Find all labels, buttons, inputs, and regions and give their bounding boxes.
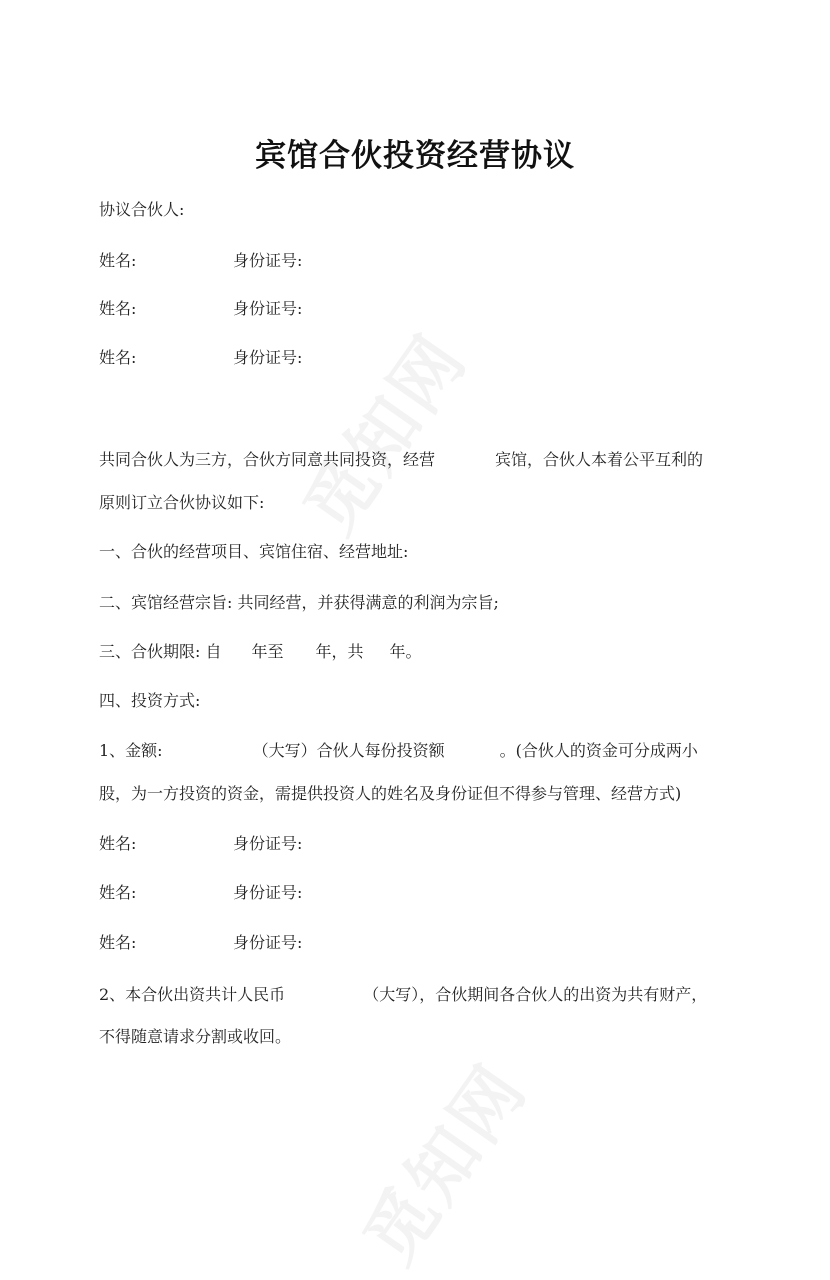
clause-3-part-c: 年，共 (315, 642, 364, 661)
partner-2-name-label: 姓名: (99, 299, 137, 318)
partner-2-id-label: 身份证号: (233, 299, 303, 318)
clause-2: 二、宾馆经营宗旨: 共同经营，并获得满意的利润为宗旨; (99, 593, 499, 612)
partner-3-id-label: 身份证号: (233, 348, 303, 367)
item-1-part-b: （大写）合伙人每份投资额 (252, 741, 445, 760)
investor-1-id-label: 身份证号: (233, 834, 303, 853)
intro-part-1: 共同合伙人为三方，合伙方同意共同投资，经营 (99, 450, 436, 469)
clause-3 (99, 641, 422, 663)
item-1-line-2: 股，为一方投资的资金，需提供投资人的姓名及身份证但不得参与管理、经营方式) (99, 784, 682, 803)
clause-3-part-d: 年。 (389, 642, 422, 661)
partner-1-name-label: 姓名: (99, 251, 137, 270)
investor-3-name-label: 姓名: (99, 933, 137, 952)
investor-2-name-label: 姓名: (99, 883, 137, 902)
watermark-bottom (336, 1041, 546, 1280)
item-1-line-1 (99, 740, 698, 762)
investor-2-id-label: 身份证号: (233, 883, 303, 902)
partner-1-id-label: 身份证号: (233, 251, 303, 270)
item-1-part-a: 1、金额: (99, 741, 163, 760)
intro-part-2: 宾馆，合伙人本着公平互利的 (495, 450, 704, 469)
intro-paragraph-line-2: 原则订立合伙协议如下: (99, 493, 265, 512)
watermark (276, 311, 486, 551)
item-2-line-1 (99, 984, 707, 1006)
clause-4: 四、投资方式: (99, 691, 201, 710)
item-1-part-c: 。(合伙人的资金可分成两小 (499, 741, 698, 760)
clause-3-part-a: 三、合伙期限: 自 (99, 642, 222, 661)
clause-3-part-b: 年至 (251, 642, 284, 661)
document-title: 宾馆合伙投资经营协议 (255, 138, 575, 174)
item-2-part-a: 2、本合伙出资共计人民币 (99, 985, 286, 1004)
clause-1: 一、合伙的经营项目、宾馆住宿、经营地址: (99, 542, 409, 561)
item-2-line-2: 不得随意请求分割或收回。 (99, 1027, 292, 1046)
item-2-part-b: （大写），合伙期间各合伙人的出资为共有财产， (363, 985, 708, 1004)
partners-label: 协议合伙人: (99, 200, 185, 219)
intro-paragraph-line-1 (99, 449, 703, 471)
partner-3-name-label: 姓名: (99, 348, 137, 367)
investor-3-id-label: 身份证号: (233, 933, 303, 952)
investor-1-name-label: 姓名: (99, 834, 137, 853)
